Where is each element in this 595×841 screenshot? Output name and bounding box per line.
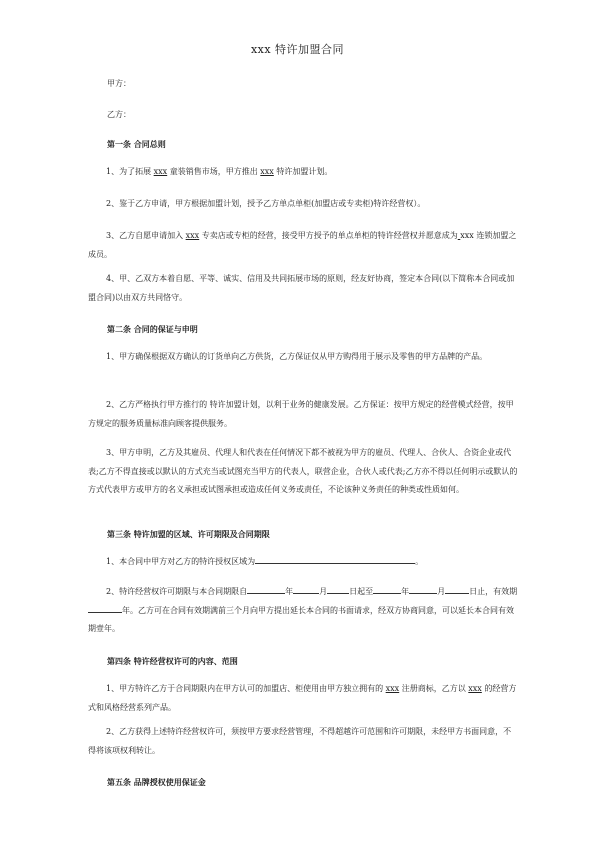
section-4-paragraph-2: 2、乙方获得上述特许经营权许可，须按甲方要求经营管理，不得超越许可范围和许可期限，未经甲方书面同意，不得将该项权利转让。 <box>88 727 512 755</box>
document-title: xxx 特许加盟合同 <box>250 43 345 56</box>
section-1-paragraph-4: 4、甲、乙双方本着自愿、平等、诚实、信用及共同拓展市场的原则，经友好协商，签定本合同(以下简称本合同或加盟合同)以由双方共同恪守。 <box>88 274 515 302</box>
section-2-heading: 第二条 合同的保证与申明 <box>107 324 198 334</box>
end-year-blank[interactable] <box>373 585 401 594</box>
party-a-label: 甲方： <box>107 79 131 88</box>
section-1-paragraph-1: 1、为了拓展 xxx 童装销售市场，甲方推出 xxx 特许加盟计划。 <box>106 167 333 176</box>
section-4-paragraph-1: 1、甲方特许乙方于合同期限内在甲方认可的加盟店、柜使用由甲方独立拥有的 xxx 注册商标，乙方以 xxx 的经营方式和风格经营系列产品。 <box>88 684 517 712</box>
section-2-paragraph-3: 3、甲方申明，乙方及其雇员、代理人和代表在任何情况下都不被视为甲方的雇员、代理人、合伙人、合资企业或代表;乙方不得直接或以默认的方式充当或试图充当甲方的代表人，联营企业，合伙人或代表;乙方亦不得以任何明示或默认的方式代表甲方或甲方的名义承担或试图承担或造成任何义务或责任，不论该种义务责任的种类或性质如何。 <box>88 448 518 494</box>
section-5-heading: 第五条 品牌授权使用保证金 <box>107 777 206 787</box>
end-day-blank[interactable] <box>445 585 469 594</box>
start-month-blank[interactable] <box>293 585 319 594</box>
territory-blank[interactable] <box>255 555 415 564</box>
end-month-blank[interactable] <box>409 585 437 594</box>
section-1-paragraph-3: 3、乙方自愿申请加入 xxx 专卖店或专柜的经营，接受甲方授予的单点单柜的特许经营权并愿意成为 xxx 连锁加盟之成员。 <box>88 231 517 259</box>
section-4-heading: 第四条 特许经营权许可的内容、范围 <box>107 656 238 666</box>
section-2-paragraph-2: 2、乙方严格执行甲方推行的 特许加盟计划，以利于业务的健康发展。乙方保证：按甲方规定的经营模式经营，按甲方规定的服务质量标准向顾客提供服务。 <box>88 400 514 428</box>
section-3-heading: 第三条 特许加盟的区域、许可期限及合同期限 <box>107 529 270 539</box>
start-year-blank[interactable] <box>247 585 285 594</box>
section-3-paragraph-1: 1、本合同中甲方对乙方的特许授权区域为 。 <box>106 557 424 566</box>
start-day-blank[interactable] <box>327 585 349 594</box>
section-2-paragraph-1: 1、甲方确保根据双方确认的订货单向乙方供货，乙方保证仅从甲方购得用于展示及零售的甲方品牌的产品。 <box>106 352 488 361</box>
term-years-blank[interactable] <box>88 604 122 613</box>
section-1-paragraph-2: 2、鉴于乙方申请，甲方根据加盟计划，授予乙方单点单柜(加盟店或专卖柜)特许经营权）。 <box>106 199 426 208</box>
section-1-heading: 第一条 合同总则 <box>107 139 166 149</box>
section-3-paragraph-2: 2、特许经营权许可期限与本合同期限自 年 月 日起至 年 月 日止，有效期年。乙方可在合同有效期满前三个月向甲方提出延长本合同的书面请求，经双方协商同意，可以延长本合同有效期壹年。 <box>88 587 518 633</box>
party-b-label: 乙方： <box>107 110 131 119</box>
